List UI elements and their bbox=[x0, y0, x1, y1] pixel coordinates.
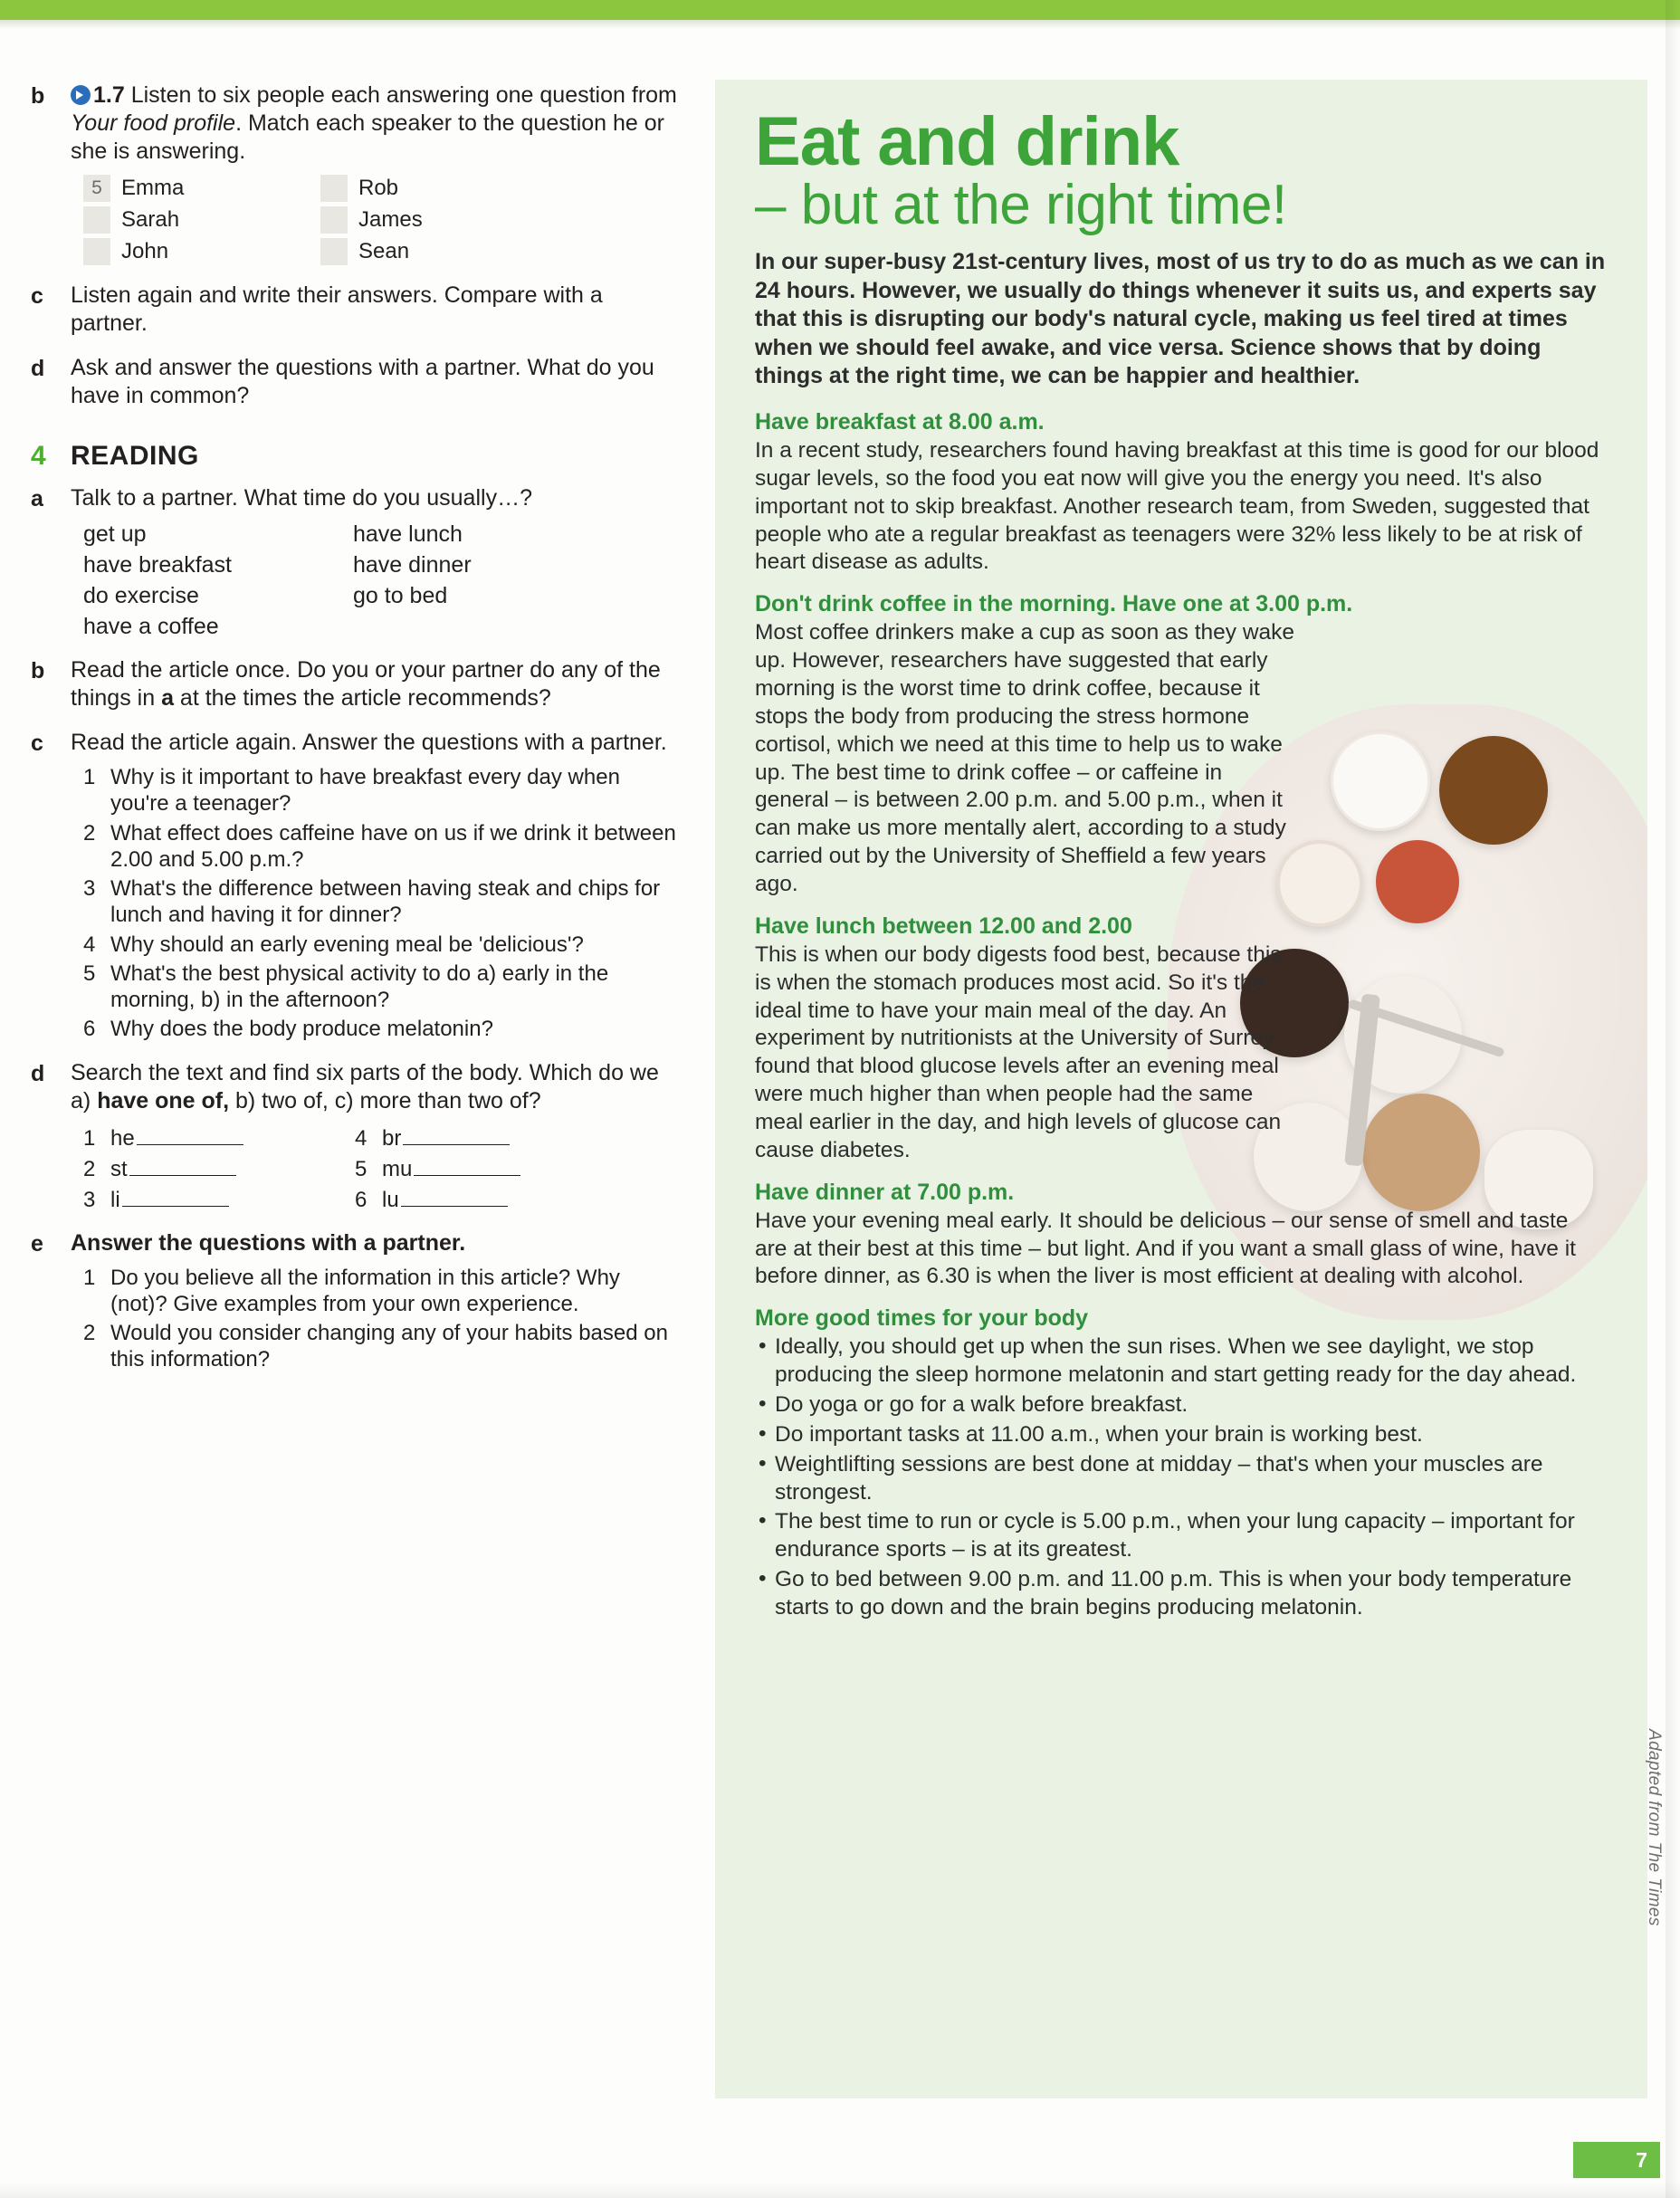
blank-item[interactable] bbox=[355, 1126, 682, 1152]
blank-item[interactable] bbox=[83, 1126, 355, 1152]
question-number: 5 bbox=[83, 960, 96, 986]
blank-stem: li bbox=[110, 1187, 120, 1212]
exercise-c bbox=[31, 282, 682, 338]
reading-b-bold: a bbox=[161, 685, 174, 711]
reading-e-letter: e bbox=[31, 1230, 43, 1257]
page-bottom-edge bbox=[0, 2182, 1680, 2198]
answer-box[interactable] bbox=[83, 206, 110, 234]
word-item: do exercise bbox=[83, 583, 199, 608]
match-item[interactable] bbox=[83, 175, 320, 202]
blank-stem: lu bbox=[382, 1187, 399, 1212]
reading-a-text: Talk to a partner. What time do you usually…? bbox=[71, 485, 532, 511]
reading-d-bold: have one of, bbox=[97, 1087, 230, 1113]
question-item bbox=[83, 1320, 682, 1373]
bullet-item: • Weightlifting sessions are best done at midday – that's when your muscles are strongest. bbox=[755, 1451, 1606, 1507]
article-headline-line1: Eat and drink bbox=[755, 103, 1179, 180]
article-subheading-lunch: Have lunch between 12.00 and 2.00 bbox=[755, 913, 1132, 939]
reading-d-letter: d bbox=[31, 1060, 45, 1086]
body-parts-blank-grid bbox=[83, 1126, 682, 1213]
speaker-name: James bbox=[358, 207, 423, 232]
word-item: have lunch bbox=[353, 521, 463, 547]
question-number: 1 bbox=[83, 765, 96, 789]
question-text: What's the difference between having steak and chips for lunch and having it for dinner? bbox=[110, 876, 661, 928]
reading-d bbox=[31, 1059, 682, 1115]
exercise-d-text: Ask and answer the questions with a partner. What do you have in common? bbox=[71, 355, 654, 408]
exercise-b bbox=[31, 81, 682, 166]
blank-item[interactable] bbox=[83, 1188, 355, 1213]
article-paragraph-dinner: Have your evening meal early. It should be delicious – our sense of smell and taste are at their best at this time – but light. And if you want a small glass of wine, have it before dinner, as 6.30 is when the liver is most efficient at dealing with alcohol. bbox=[755, 1208, 1576, 1289]
reading-e-question-list bbox=[83, 1265, 682, 1373]
reading-c-letter: c bbox=[31, 731, 43, 756]
speaker-name: Emma bbox=[121, 176, 185, 200]
blank-item[interactable] bbox=[355, 1157, 682, 1182]
reading-c-question-list bbox=[83, 764, 682, 1043]
blank-line[interactable] bbox=[414, 1175, 520, 1176]
match-item[interactable] bbox=[320, 238, 558, 265]
page-right-edge bbox=[1666, 0, 1680, 2198]
exercise-b-letter: b bbox=[31, 83, 45, 109]
left-column bbox=[31, 81, 682, 1376]
word-item-empty bbox=[353, 614, 682, 640]
blank-number: 4 bbox=[355, 1125, 368, 1151]
blank-line[interactable] bbox=[403, 1144, 510, 1145]
blank-number: 6 bbox=[355, 1187, 368, 1212]
speaker-name: Sean bbox=[358, 239, 410, 263]
audio-play-icon[interactable] bbox=[71, 85, 91, 105]
bullet-item: • Go to bed between 9.00 p.m. and 11.00 p.m. This is when your body temperature starts to go down and the brain begins producing melatonin. bbox=[755, 1566, 1606, 1622]
question-item bbox=[83, 960, 682, 1014]
question-text: Do you believe all the information in this article? Why (not)? Give examples from your own experience. bbox=[110, 1265, 620, 1316]
speaker-name: Sarah bbox=[121, 207, 180, 232]
word-item: have breakfast bbox=[83, 552, 232, 578]
exercise-d-letter: d bbox=[31, 356, 45, 381]
question-text: Why should an early evening meal be 'delicious'? bbox=[110, 932, 584, 957]
question-item bbox=[83, 1265, 682, 1318]
reading-a bbox=[31, 484, 682, 512]
article-headline-line2: – but at the right time! bbox=[755, 174, 1287, 237]
question-number: 4 bbox=[83, 932, 96, 957]
answer-box[interactable]: 5 bbox=[83, 175, 110, 202]
article-lede: In our super-busy 21st-century lives, most of us try to do as much as we can in 24 hours. However, we usually do things whenever it suits us, and experts say that this is disrupting our body's natural cycle, making us feel tired at times when we should feel awake, and vice versa. Science shows that by doing things at the right time, we can be happier and healthier. bbox=[755, 249, 1606, 389]
blank-line[interactable] bbox=[401, 1206, 508, 1207]
blank-stem: br bbox=[382, 1125, 402, 1151]
blank-stem: st bbox=[110, 1156, 128, 1181]
article-subheading-dinner: Have dinner at 7.00 p.m. bbox=[755, 1179, 1015, 1205]
exercise-c-letter: c bbox=[31, 283, 43, 309]
question-text: Would you consider changing any of your habits based on this information? bbox=[110, 1321, 668, 1372]
bullet-item: • Do important tasks at 11.00 a.m., when your brain is working best. bbox=[755, 1421, 1606, 1449]
question-text: What effect does caffeine have on us if we drink it between 2.00 and 5.00 p.m.? bbox=[110, 820, 676, 872]
question-item bbox=[83, 932, 682, 958]
exercise-c-text: Listen again and write their answers. Compare with a partner. bbox=[71, 282, 603, 336]
blank-line[interactable] bbox=[129, 1175, 236, 1176]
question-item bbox=[83, 875, 682, 929]
image-credit: Adapted from The Times bbox=[1645, 1729, 1664, 1926]
blank-number: 3 bbox=[83, 1187, 96, 1212]
exercise-b-text-part1: Listen to six people each answering one question from bbox=[130, 82, 677, 108]
answer-box[interactable] bbox=[320, 175, 348, 202]
article-content bbox=[715, 80, 1647, 1622]
blank-number: 5 bbox=[355, 1156, 368, 1181]
exercise-d bbox=[31, 354, 682, 410]
reading-b bbox=[31, 656, 682, 712]
match-item[interactable] bbox=[320, 175, 558, 202]
question-number: 2 bbox=[83, 1321, 96, 1346]
question-text: Why does the body produce melatonin? bbox=[110, 1017, 493, 1042]
blank-stem: he bbox=[110, 1125, 135, 1151]
article-panel bbox=[715, 80, 1647, 2098]
question-item bbox=[83, 1016, 682, 1042]
answer-box[interactable] bbox=[320, 238, 348, 265]
answer-box[interactable] bbox=[320, 206, 348, 234]
article-bullet-list bbox=[755, 1333, 1606, 1622]
speaker-match-grid bbox=[83, 175, 682, 265]
reading-a-letter: a bbox=[31, 486, 43, 511]
reading-d-text-part1: Search the text and find six parts of the body. Which do we a) bbox=[71, 1059, 659, 1113]
reading-d-text bbox=[71, 1059, 682, 1115]
question-number: 3 bbox=[83, 876, 96, 902]
match-item[interactable] bbox=[83, 238, 320, 265]
blank-item[interactable] bbox=[355, 1188, 682, 1213]
top-green-band bbox=[0, 0, 1680, 20]
reading-b-letter: b bbox=[31, 658, 45, 683]
word-item: have a coffee bbox=[83, 614, 219, 639]
section-title: READING bbox=[71, 441, 199, 471]
reading-c-text: Read the article again. Answer the questions with a partner. bbox=[71, 730, 667, 755]
reading-e-text: Answer the questions with a partner. bbox=[71, 1229, 466, 1256]
question-text: Why is it important to have breakfast every day when you're a teenager? bbox=[110, 765, 620, 817]
reading-b-text-part2: at the times the article recommends? bbox=[173, 685, 551, 711]
match-item[interactable] bbox=[83, 206, 320, 234]
article-subheading-coffee: Don't drink coffee in the morning. Have one at 3.00 p.m. bbox=[755, 591, 1353, 617]
reading-d-text-part2: b) two of, c) more than two of? bbox=[229, 1087, 541, 1113]
bullet-item: • The best time to run or cycle is 5.00 p.m., when your lung capacity – important for endurance sports – is at its greatest. bbox=[755, 1508, 1606, 1564]
audio-track-number: 1.7 bbox=[93, 82, 125, 108]
bullet-item: • Do yoga or go for a walk before breakfast. bbox=[755, 1391, 1606, 1419]
blank-line[interactable] bbox=[137, 1144, 243, 1145]
blank-number: 1 bbox=[83, 1125, 96, 1151]
page-top-shadow bbox=[0, 20, 1680, 29]
page-number: 7 bbox=[1573, 2142, 1660, 2178]
blank-line[interactable] bbox=[122, 1206, 229, 1207]
reading-b-text bbox=[71, 656, 682, 712]
word-item: get up bbox=[83, 521, 147, 547]
word-item: have dinner bbox=[353, 552, 472, 578]
article-subheading-breakfast: Have breakfast at 8.00 a.m. bbox=[755, 408, 1045, 435]
answer-box[interactable] bbox=[83, 238, 110, 265]
section-heading-reading bbox=[31, 441, 682, 472]
exercise-b-text bbox=[71, 81, 682, 166]
daily-routine-word-list bbox=[83, 521, 682, 640]
article-subheading-more-good-times: More good times for your body bbox=[755, 1305, 1089, 1332]
exercise-b-italic: Your food profile bbox=[71, 110, 236, 136]
blank-number: 2 bbox=[83, 1156, 96, 1181]
question-number: 2 bbox=[83, 820, 96, 846]
exercise-b-text-part2: . Match each speaker to the question he or she is answering. bbox=[71, 110, 664, 164]
speaker-name: Rob bbox=[358, 176, 399, 200]
blank-item[interactable] bbox=[83, 1157, 355, 1182]
question-number: 6 bbox=[83, 1017, 96, 1042]
reading-b-text-part1: Read the article once. Do you or your partner do any of the things in bbox=[71, 657, 661, 711]
article-paragraph-breakfast: In a recent study, researchers found having breakfast at this time is good for our blood sugar levels, so the food you eat now will give you the energy you need. It's also important not to skip breakfast. Another research team, from Sweden, suggested that people who ate a regular breakfast as teenagers were 32% less likely to be at risk of heart disease as adults. bbox=[755, 437, 1599, 575]
question-number: 1 bbox=[83, 1265, 96, 1290]
question-text: What's the best physical activity to do a) early in the morning, b) in the afternoon? bbox=[110, 960, 609, 1013]
word-item: go to bed bbox=[353, 583, 448, 608]
article-paragraph-coffee: Most coffee drinkers make a cup as soon as they wake up. However, researchers have suggested that early morning is the worst time to drink coffee, because it stops the body from producing the stress hormone cortisol, which we need at this time to help us to wake up. The best time to drink coffee – or caffeine in general – is between 2.00 p.m. and 5.00 p.m., when it can make us more mentally alert, according to a study carried out by the University of Sheffield a few years ago. bbox=[755, 620, 1295, 896]
speaker-name: John bbox=[121, 239, 169, 263]
question-item bbox=[83, 764, 682, 817]
article-paragraph-lunch: This is when our body digests food best, because this is when the stomach produces most acid. So it's the ideal time to have your main meal of the day. An experiment by nutritionists at the University of Surrey found that blood glucose levels after an evening meal were much higher than when people had the same meal earlier in the day, and high levels of glucose can cause diabetes. bbox=[755, 941, 1282, 1162]
question-item bbox=[83, 820, 682, 874]
section-number: 4 bbox=[31, 441, 46, 471]
bullet-item: • Ideally, you should get up when the sun rises. When we see daylight, we stop producing the sleep hormone melatonin and start getting ready for the day ahead. bbox=[755, 1333, 1606, 1390]
match-item[interactable] bbox=[320, 206, 558, 234]
reading-c bbox=[31, 729, 682, 757]
reading-e bbox=[31, 1229, 682, 1257]
blank-stem: mu bbox=[382, 1156, 413, 1181]
